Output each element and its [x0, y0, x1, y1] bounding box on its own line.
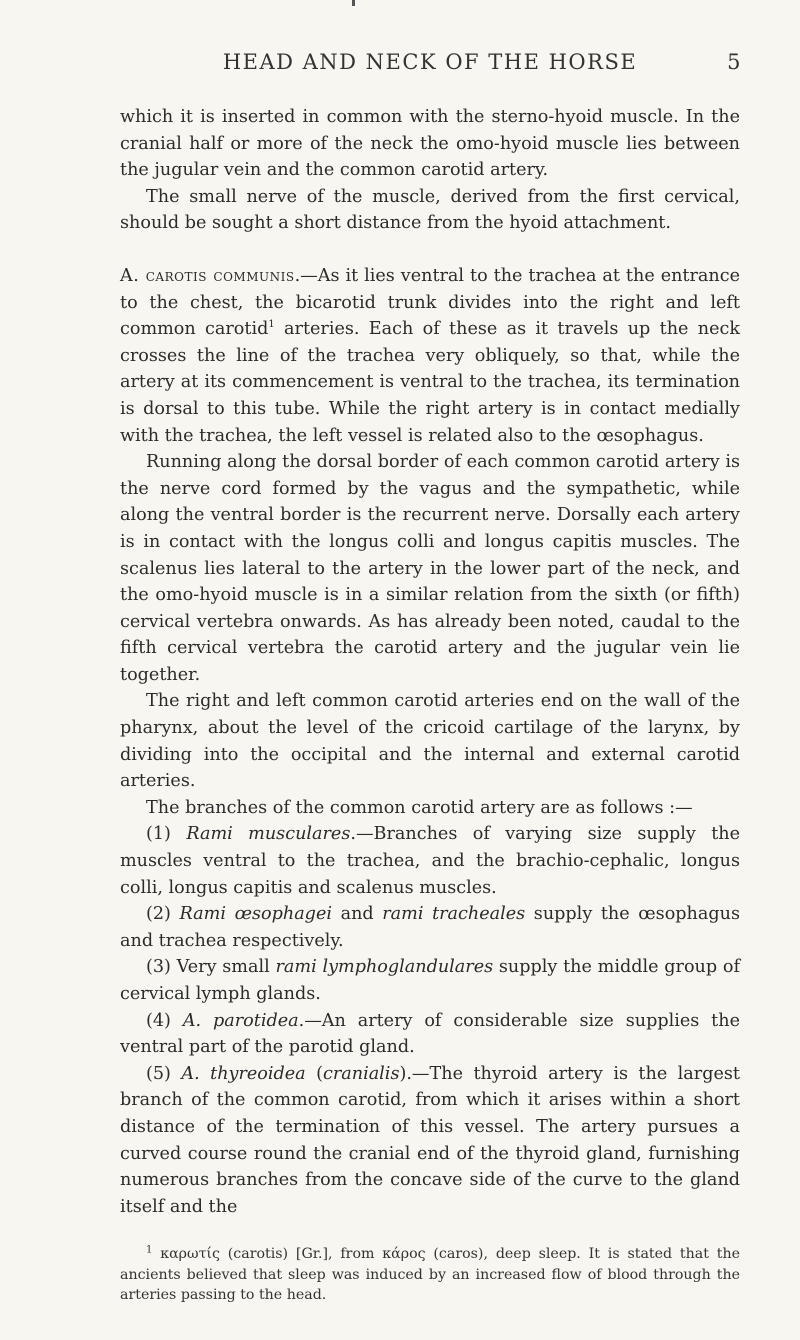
running-header	[120, 50, 740, 74]
term: A. parotidea	[182, 1010, 299, 1031]
running-title: HEAD AND NECK OF THE HORSE	[222, 50, 638, 74]
print-speck	[352, 0, 355, 6]
term: Rami musculares	[186, 824, 351, 845]
section-paragraph-carotis: A. carotis communis.—As it lies ventral to the trachea at the entrance to the chest, the bicarotid trunk divides into the right and left common carotid$^1$ arteries. Each of these as it travels up the neck crosses the line of the trachea very obliquely, so that, while the artery at its commencement is ventral to the trachea, its termination is dorsal to this tube. While the right artery is in contact medially with the trachea, the left vessel is related also to the œsophagus.	[120, 265, 741, 446]
paragraph: The small nerve of the muscle, derived from the first cervical, should be sought a short distance from the hyoid attachment.	[120, 186, 740, 234]
paragraph: Running along the dorsal border of each common carotid artery is the nerve cord formed by the vagus and the sympathetic, while along the ventral border is the recurrent nerve. Dorsally each artery is in contact with the longus colli and longus capitis muscles. The scalenus lies lateral to the artery in the lower part of the neck, and the omo-hyoid muscle is in a similar relation from the sixth (or fifth) cervical vertebra onwards. As has already been noted, caudal to the fifth cervical vertebra the carotid artery and the jugular vein lie together.	[120, 452, 740, 685]
term: A. thyreoidea	[181, 1063, 306, 1084]
term: cranialis	[322, 1063, 400, 1084]
list-item: (1) Rami musculares.—Branches of varying size supply the muscles ventral to the trachea, and the brachio-cephalic, longus colli, longus capitis and scalenus muscles.	[120, 824, 741, 898]
term: Rami œsophagei	[179, 904, 332, 925]
paragraph: The right and left common carotid arteries end on the wall of the pharynx, about the level of the cricoid cartilage of the larynx, by dividing into the occipital and the internal and external carotid arteries.	[120, 691, 740, 792]
page-number: 5	[727, 50, 742, 74]
paragraph: The branches of the common carotid artery are as follows :—	[146, 797, 693, 818]
term: rami tracheales	[382, 904, 526, 925]
list-item: (5) A. thyreoidea (cranialis).—The thyroid artery is the largest branch of the common carotid, from which it arises within a short distance of the termination of this vessel. The artery pursues a curved course round the cranial end of the thyroid gland, furnishing numerous branches from the concave side of the curve to the gland itself and the	[120, 1063, 740, 1217]
term: rami lymphoglandulares	[275, 957, 494, 978]
footnote-mark: 1	[146, 1244, 153, 1256]
list-item: (3) Very small rami lymphoglandulares supply the middle group of cervical lymph glands.	[120, 957, 740, 1004]
footnote: $^1$ καρωτίς (carotis) [Gr.], from κάρος (caros), deep sleep. It is stated that the ancients believed that sleep was induced by an increased flow of blood through the arteries passing to the head.	[120, 1244, 740, 1303]
footnote-ref[interactable]: 1	[268, 319, 275, 331]
body-text	[120, 104, 740, 1220]
paragraph: which it is inserted in common with the sterno-hyoid muscle. In the cranial half or more of the neck the omo-hyoid muscle lies between the jugular vein and the common carotid artery.	[120, 107, 740, 181]
list-item: (2) Rami œsophagei and rami tracheales supply the œsophagus and trachea respectively.	[120, 904, 740, 951]
section-heading: A. carotis communis	[120, 265, 295, 286]
list-item: (4) A. parotidea.—An artery of considerable size supplies the ventral part of the parotid gland.	[120, 1010, 740, 1058]
